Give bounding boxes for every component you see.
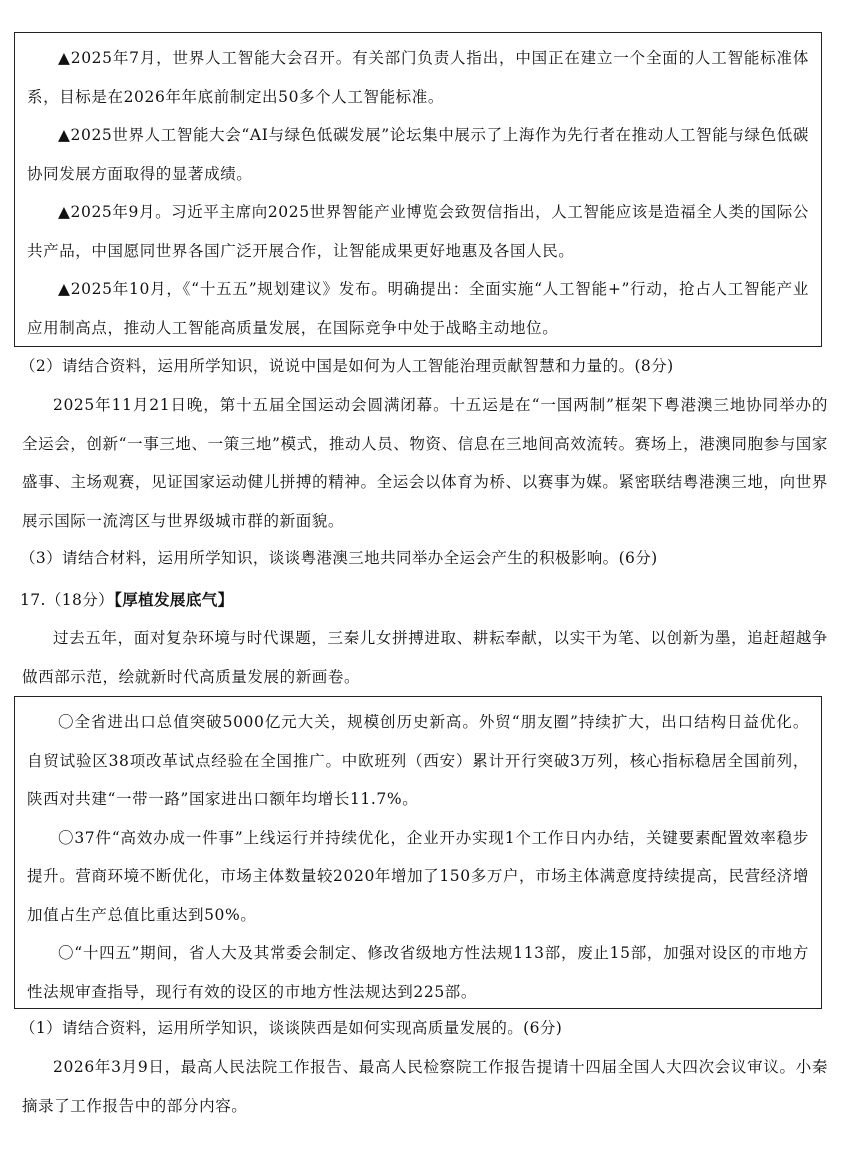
material-item: [27, 116, 809, 193]
material-item: [27, 270, 809, 347]
material-text: 2025年7月，世界人工智能大会召开。有关部门负责人指出，中国正在建立一个全面的人工智能标准体系，目标是在2026年年底前制定出50多个人工智能标准。: [27, 49, 809, 106]
material-box-shaanxi: [14, 696, 822, 1009]
material-text: “十四五”期间，省人大及其常委会制定、修改省级地方性法规113部，废止15部，加强对设区的市地方性法规审查指导，现行有效的设区的市地方性法规达到225部。: [27, 944, 809, 1001]
material-text: 2025年9月。习近平主席向2025世界智能产业博览会致贺信指出，人工智能应该是造福全人类的国际公共产品，中国愿同世界各国广泛开展合作，让智能成果更好地惠及各国人民。: [27, 203, 809, 260]
triangle-bullet: ▲: [58, 49, 71, 67]
material-item: [27, 934, 809, 1011]
intro-paragraph: 过去五年，面对复杂环境与时代课题，三秦儿女拼搏进取、耕耘奉献，以实干为笔、以创新为墨，追赶超越争做西部示范，绘就新时代高质量发展的新画卷。: [22, 629, 828, 686]
material-item: [27, 703, 809, 819]
question-title: 【厚植发展底气】: [114, 590, 234, 609]
material-paragraph: 2026年3月9日，最高人民法院工作报告、最高人民检察院工作报告提请十四届全国人大四次会议审议。小秦摘录了工作报告中的部分内容。: [22, 1058, 828, 1115]
question-number: 17.（18分）: [20, 591, 115, 609]
material-item: [27, 193, 809, 270]
material-text: 2025世界人工智能大会“AI与绿色低碳发展”论坛集中展示了上海作为先行者在推动人工智能与绿色低碳协同发展方面取得的显著成绩。: [27, 126, 809, 183]
triangle-bullet: ▲: [58, 203, 71, 221]
triangle-bullet: ▲: [58, 280, 71, 298]
material-paragraph: 2025年11月21日晚，第十五届全国运动会圆满闭幕。十五运是在“一国两制”框架下粤港澳三地协同举办的全运会，创新“一事三地、一策三地”模式，推动人员、物资、信息在三地间高效流转。赛场上，港澳同胞参与国家盛事、主场观赛，见证国家运动健儿拼搏的精神。全运会以体育为桥、以赛事为媒。紧密联结粤港澳三地，向世界展示国际一流湾区与世界级城市群的新面貌。: [22, 396, 828, 530]
report-material: [22, 1048, 828, 1125]
triangle-bullet: ▲: [58, 126, 71, 144]
material-text: 2025年10月，《“十五五”规划建议》发布。明确提出：全面实施“人工智能+”行动，抢占人工智能产业应用制高点，推动人工智能高质量发展，在国际竞争中处于战略主动地位。: [27, 280, 809, 337]
circle-bullet: 〇: [58, 713, 75, 731]
question-16-2: [20, 347, 826, 385]
material-item: [27, 39, 809, 116]
material-text: 37件“高效办成一件事”上线运行并持续优化，企业开办实现1个工作日内办结，关键要素配置效率稳步提升。营商环境不断优化，市场主体数量较2020年增加了150多万户，市场主体满意度持续提高，民营经济增加值占生产总值比重达到50%。: [27, 828, 809, 924]
material-box-ai: [14, 32, 822, 347]
question-16-3: [20, 539, 826, 577]
question-text: （2）请结合资料，运用所学知识，说说中国是如何为人工智能治理贡献智慧和力量的。(8分): [20, 357, 674, 375]
question-text: （3）请结合材料，运用所学知识，谈谈粤港澳三地共同举办全运会产生的积极影响。(6分): [20, 549, 658, 567]
question-17-header: [20, 581, 826, 619]
material-item: [27, 819, 809, 935]
circle-bullet: 〇: [58, 944, 75, 962]
material-text: 全省进出口总值突破5000亿元大关，规模创历史新高。外贸“朋友圈”持续扩大，出口结构日益优化。自贸试验区38项改革试点经验在全国推广。中欧班列（西安）累计开行突破3万列，核心指标稳居全国前列，陕西对共建“一带一路”国家进出口额年均增长11.7%。: [27, 713, 809, 808]
national-games-material: [22, 386, 828, 540]
circle-bullet: 〇: [58, 828, 75, 847]
question-17-1: [20, 1009, 826, 1047]
question-text: （1）请结合资料，运用所学知识，谈谈陕西是如何实现高质量发展的。(6分): [20, 1019, 563, 1037]
shaanxi-intro: [22, 619, 828, 696]
